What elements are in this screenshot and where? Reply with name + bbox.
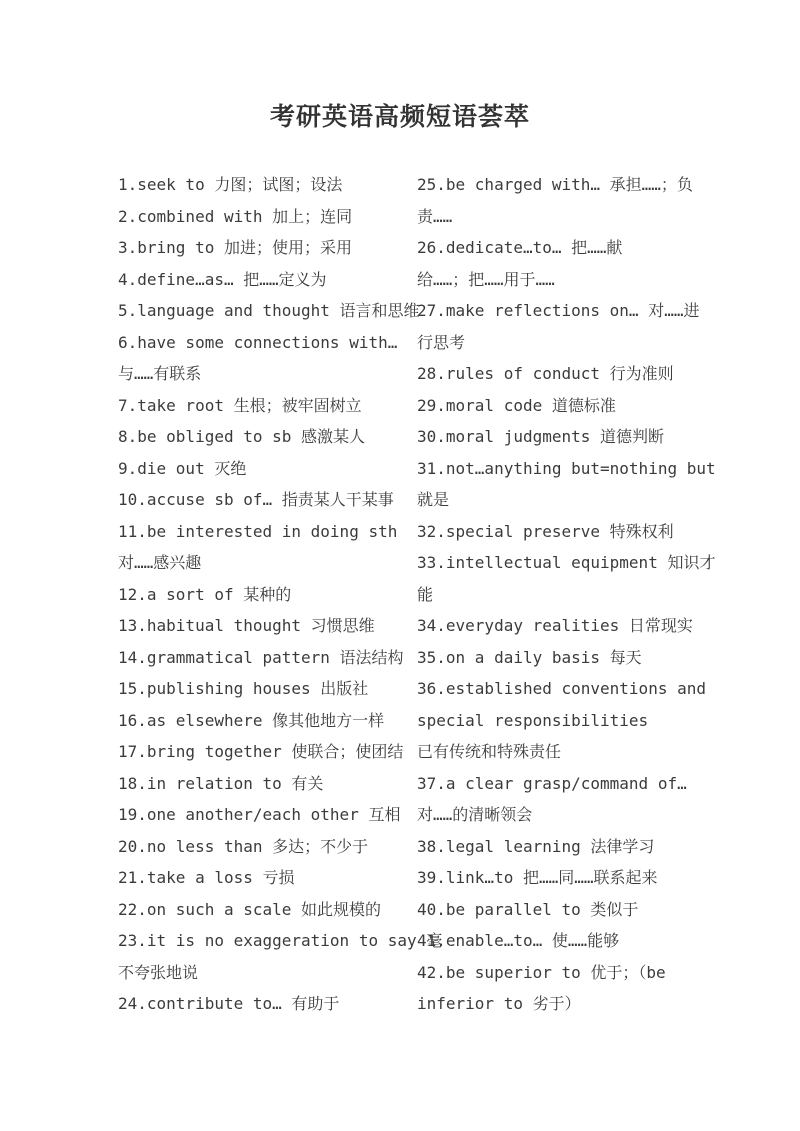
phrase-line: 40.be parallel to 类似于 — [417, 899, 639, 919]
page-title: 考研英语高频短语荟萃 — [269, 102, 530, 131]
phrase-line-continuation: inferior to 劣于） — [417, 994, 581, 1013]
phrase-line: 25.be charged with… 承担……；负 — [417, 175, 693, 194]
phrase-line: 8.be obliged to sb 感激某人 — [118, 427, 366, 446]
phrase-line: 13.habitual thought 习惯思维 — [118, 616, 375, 635]
phrase-line-continuation: special responsibilities — [417, 710, 649, 730]
phrase-line: 33.intellectual equipment 知识才 — [417, 553, 716, 572]
phrase-line: 22.on such a scale 如此规模的 — [118, 899, 382, 919]
phrase-line-continuation: 责…… — [417, 206, 453, 226]
phrase-line: 42.be superior to 优于；（be — [417, 962, 666, 982]
phrase-line: 31.not…anything but=nothing but — [417, 458, 716, 478]
phrase-line-continuation: 给……；把……用于…… — [417, 269, 555, 289]
phrase-line-continuation: 就是 — [417, 490, 450, 509]
phrase-line: 27.make reflections on… 对……进 — [417, 301, 700, 320]
phrase-line: 23.it is no exaggeration to say 毫 — [118, 931, 443, 950]
phrase-line-continuation: 行思考 — [417, 332, 466, 352]
phrase-line: 11.be interested in doing sth — [118, 521, 398, 541]
phrase-line: 21.take a loss 亏损 — [118, 868, 295, 887]
phrase-line: 7.take root 生根；被牢固树立 — [118, 395, 362, 415]
phrase-line: 29.moral code 道德标准 — [417, 395, 616, 415]
phrase-line: 3.bring to 加进；使用；采用 — [118, 238, 352, 257]
phrase-line: 39.link…to 把……同……联系起来 — [417, 868, 658, 887]
phrase-line: 35.on a daily basis 每天 — [417, 647, 642, 667]
phrase-line-continuation: 已有传统和特殊责任 — [417, 742, 562, 761]
phrase-line-continuation: 对……的清晰领会 — [417, 805, 533, 824]
phrase-line: 12.a sort of 某种的 — [118, 584, 292, 604]
phrase-line: 4.define…as… 把……定义为 — [118, 269, 327, 289]
phrase-line: 38.legal learning 法律学习 — [417, 836, 655, 856]
phrase-line: 16.as elsewhere 像其他地方一样 — [118, 710, 385, 730]
phrase-line: 17.bring together 使联合；使团结 — [118, 742, 404, 761]
phrase-line: 18.in relation to 有关 — [118, 773, 324, 793]
phrase-line: 26.dedicate…to… 把……献 — [417, 238, 623, 257]
phrase-line: 14.grammatical pattern 语法结构 — [118, 647, 404, 667]
phrase-line: 9.die out 灭绝 — [118, 458, 247, 478]
phrase-line: 6.have some connections with… — [118, 332, 398, 352]
phrase-line: 10.accuse sb of… 指责某人干某事 — [118, 490, 394, 509]
phrase-line: 36.established conventions and — [417, 679, 706, 698]
phrase-line: 19.one another/each other 互相 — [118, 805, 401, 824]
phrase-line-continuation: 不夸张地说 — [118, 962, 199, 982]
phrase-line: 20.no less than 多达；不少于 — [118, 836, 369, 856]
phrase-line: 41.enable…to… 使……能够 — [417, 931, 620, 950]
phrase-line: 2.combined with 加上；连同 — [118, 206, 353, 226]
phrase-line: 37.a clear grasp/command of… — [417, 773, 687, 793]
phrase-line-continuation: 对……感兴趣 — [118, 553, 202, 572]
phrase-line: 34.everyday realities 日常现实 — [417, 616, 693, 635]
phrase-line: 15.publishing houses 出版社 — [118, 679, 369, 698]
phrase-line: 32.special preserve 特殊权利 — [417, 521, 674, 541]
phrase-line: 28.rules of conduct 行为准则 — [417, 364, 674, 383]
phrase-line-continuation: 与……有联系 — [118, 364, 202, 383]
phrase-line: 5.language and thought 语言和思维 — [118, 301, 420, 320]
phrase-line-continuation: 能 — [417, 584, 434, 604]
phrase-line: 24.contribute to… 有助于 — [118, 994, 340, 1013]
phrase-line: 1.seek to 力图；试图；设法 — [118, 175, 343, 194]
phrase-column-right — [417, 169, 737, 1020]
phrase-line: 30.moral judgments 道德判断 — [417, 427, 665, 446]
